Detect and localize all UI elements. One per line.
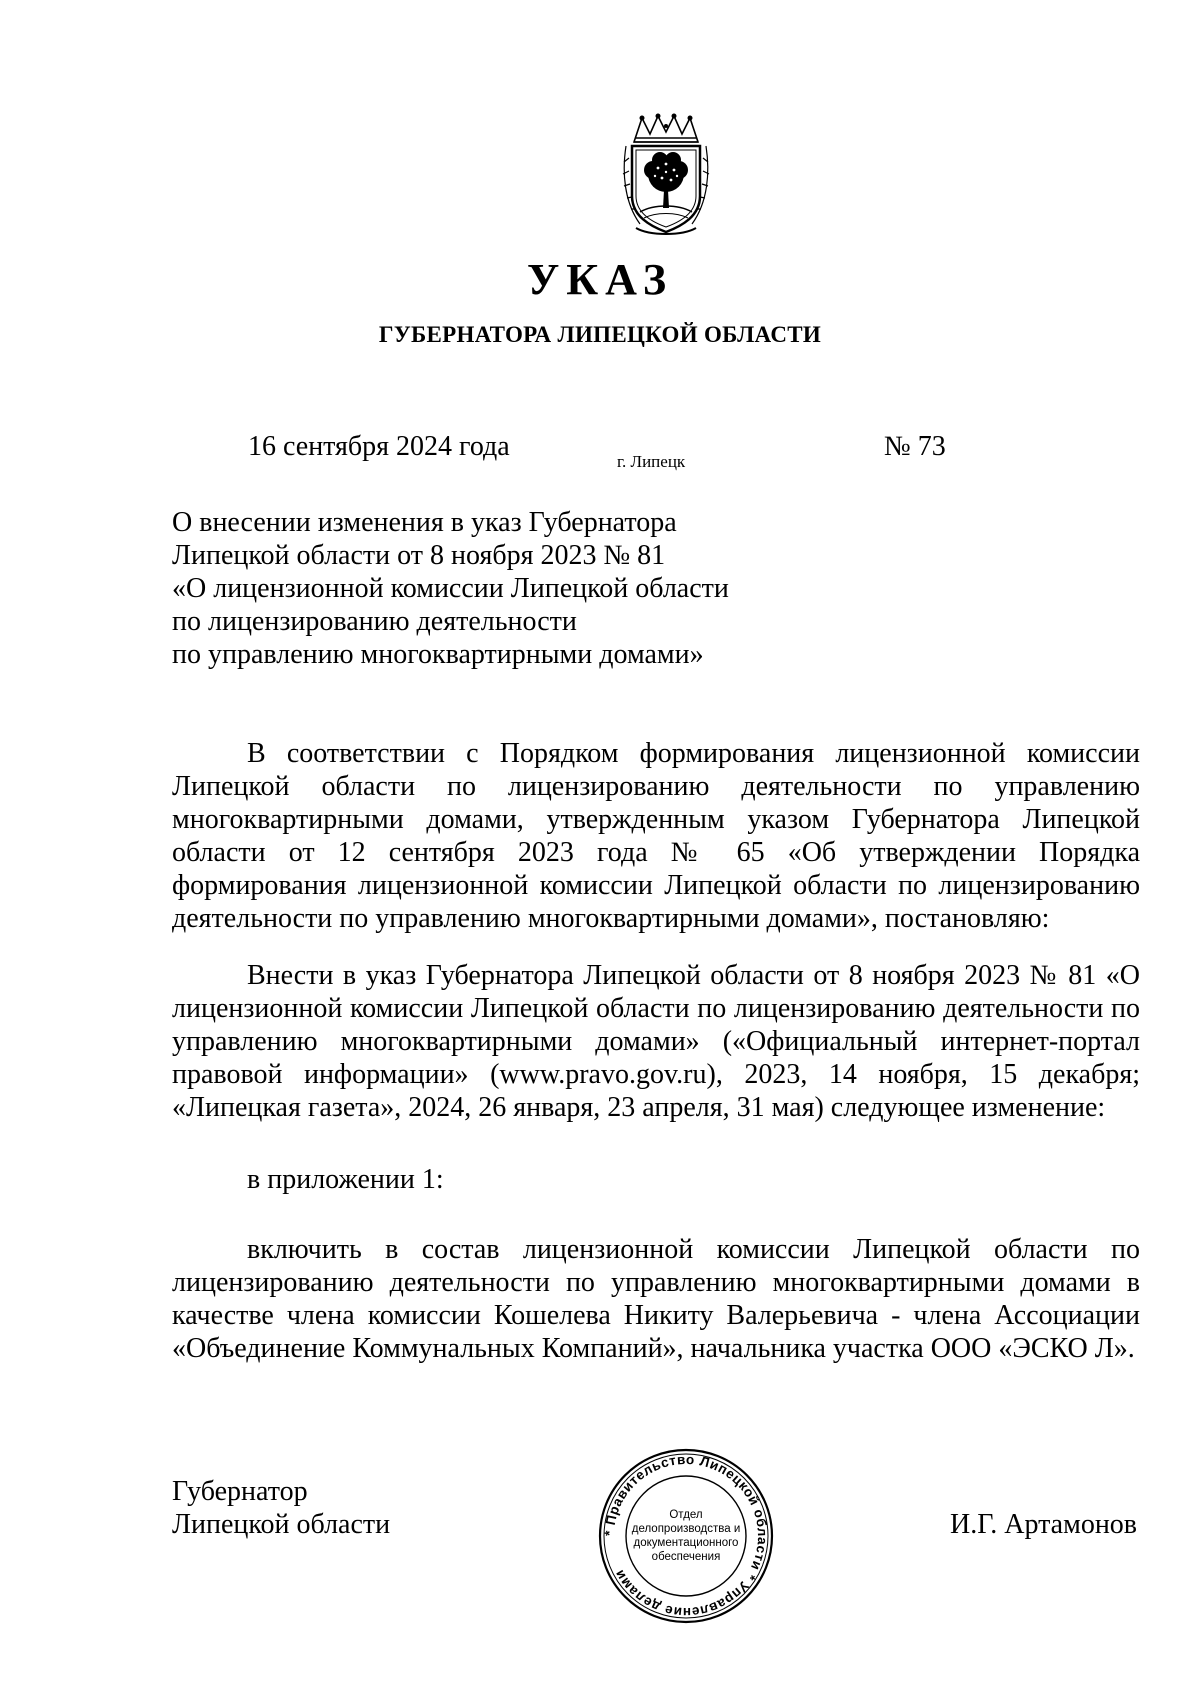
body-paragraph: Внести в указ Губернатора Липецкой области от 8 ноября 2023 № 81 «О лицензионной комиссии Липецкой области по лицензированию деятельности по управлению многоквартирными домами» («Официальный интернет-портал правовой информации» (www.pravo.gov.ru), 2023, 14 ноября, 15 декабря; «Липецкая газета», 2024, 26 января, 23 апреля, 31 мая) следующее изменение: bbox=[172, 960, 1140, 1123]
stamp-center bbox=[598, 1448, 774, 1624]
coat-of-arms-icon bbox=[620, 112, 712, 238]
signatory-name: И.Г. Артамонов bbox=[950, 1509, 1138, 1540]
subject-line: Липецкой области от 8 ноября 2023 № 81 bbox=[172, 540, 666, 571]
document-subject bbox=[172, 506, 872, 671]
stamp-center-line: документационного bbox=[633, 1537, 739, 1549]
body-paragraph: В соответствии с Порядком формирования лицензионной комиссии Липецкой области по лицензированию деятельности по управлению многоквартирными домами, утвержденным указом Губернатора Липецкой области от 12 сентября 2023 года № 65 «Об утверждении Порядка формирования лицензионной комиссии Липецкой области по лицензированию деятельности по управлению многоквартирными домами», постановляю: bbox=[172, 738, 1140, 934]
subject-line: «О лицензионной комиссии Липецкой области bbox=[172, 573, 729, 604]
signatory-position-line: Губернатор bbox=[172, 1476, 308, 1507]
signatory-position bbox=[172, 1475, 390, 1541]
document-subtitle: ГУБЕРНАТОРА ЛИПЕЦКОЙ ОБЛАСТИ bbox=[378, 322, 822, 347]
document-date: 16 сентября 2024 года bbox=[248, 431, 510, 462]
subject-line: по управлению многоквартирными домами» bbox=[172, 639, 704, 670]
body-paragraph: включить в состав лицензионной комиссии Липецкой области по лицензированию деятельности по управлению многоквартирными домами в качестве члена комиссии Кошелева Никиту Валерьевича - члена Ассоциации «Объединение Коммунальных Компаний», начальника участка ООО «ЭСКО Л». bbox=[172, 1234, 1140, 1364]
signatory-position-line: Липецкой области bbox=[172, 1509, 391, 1540]
stamp-center-line: делопроизводства и bbox=[631, 1523, 741, 1535]
document-title: УКАЗ bbox=[526, 255, 674, 304]
stamp-ring-text: * Правительство Липецкой области * Управление делами bbox=[601, 1451, 771, 1621]
stamp-center-line: обеспечения bbox=[651, 1551, 721, 1563]
document-city: г. Липецк bbox=[617, 452, 686, 471]
stamp-center-line: Отдел bbox=[669, 1509, 703, 1521]
document-number: № 73 bbox=[884, 431, 946, 462]
subject-line: по лицензированию деятельности bbox=[172, 606, 577, 637]
body-paragraph: в приложении 1: bbox=[247, 1164, 444, 1195]
official-stamp bbox=[598, 1448, 774, 1624]
subject-line: О внесении изменения в указ Губернатора bbox=[172, 507, 677, 538]
